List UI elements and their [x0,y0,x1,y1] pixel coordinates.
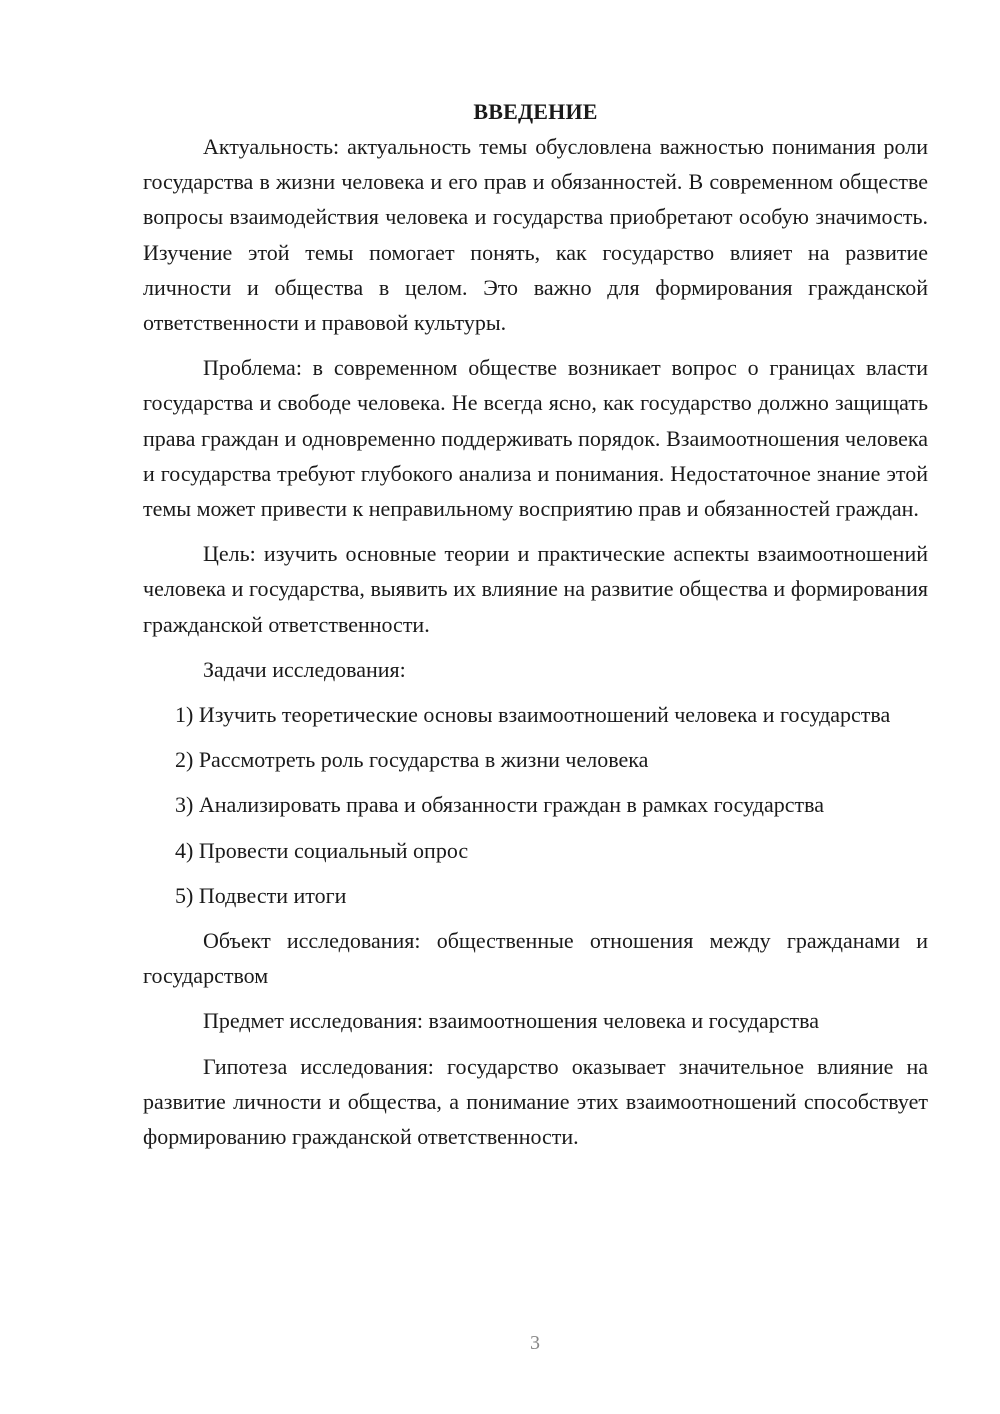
paragraph-subject: Предмет исследования: взаимоотношения человека и государства [203,1008,819,1034]
tasks-heading: Задачи исследования: [203,656,406,682]
page-title: ВВЕДЕНИЕ [473,99,598,124]
paragraph-goal: Цель: изучить основные теории и практические аспекты взаимоотношений человека и государства, выявить их влияние на развитие общества и формирования гражданской ответственности. [143,541,928,637]
paragraph-object: Объект исследования: общественные отношения между гражданами и государством [143,928,928,989]
paragraph-hypothesis: Гипотеза исследования: государство оказывает значительное влияние на развитие личности и общества, а понимание этих взаимоотношений способствует формированию гражданской ответственности. [143,1053,928,1150]
paragraph-problem: Проблема: в современном обществе возникает вопрос о границах власти государства и свободе человека. Не всегда ясно, как государство должно защищать права граждан и одновременно поддерживать порядок. Взаимоотношения человека и государства требуют глубокого анализа и понимания. Недостаточное знание этой темы может привести к неправильному восприятию прав и обязанностей граждан. [143,355,928,522]
list-item: 4) Провести социальный опрос [175,837,469,863]
list-item: 1) Изучить теоретические основы взаимоотношений человека и государства [175,702,891,728]
document-page [143,94,928,1154]
list-item: 2) Рассмотреть роль государства в жизни человека [175,747,649,773]
paragraph-relevance: Актуальность: актуальность темы обусловлена важностью понимания роли государства в жизни человека и его прав и обязанностей. В современном обществе вопросы взаимодействия человека и государства приобретают особую значимость. Изучение этой темы помогает понять, как государство влияет на развитие личности и общества в целом. Это важно для формирования гражданской ответственности и правовой культуры. [143,134,928,336]
page-number: 3 [530,1332,540,1354]
tasks-list [143,697,928,913]
list-item: 5) Подвести итоги [175,882,347,908]
list-item: 3) Анализировать права и обязанности граждан в рамках государства [175,792,824,818]
